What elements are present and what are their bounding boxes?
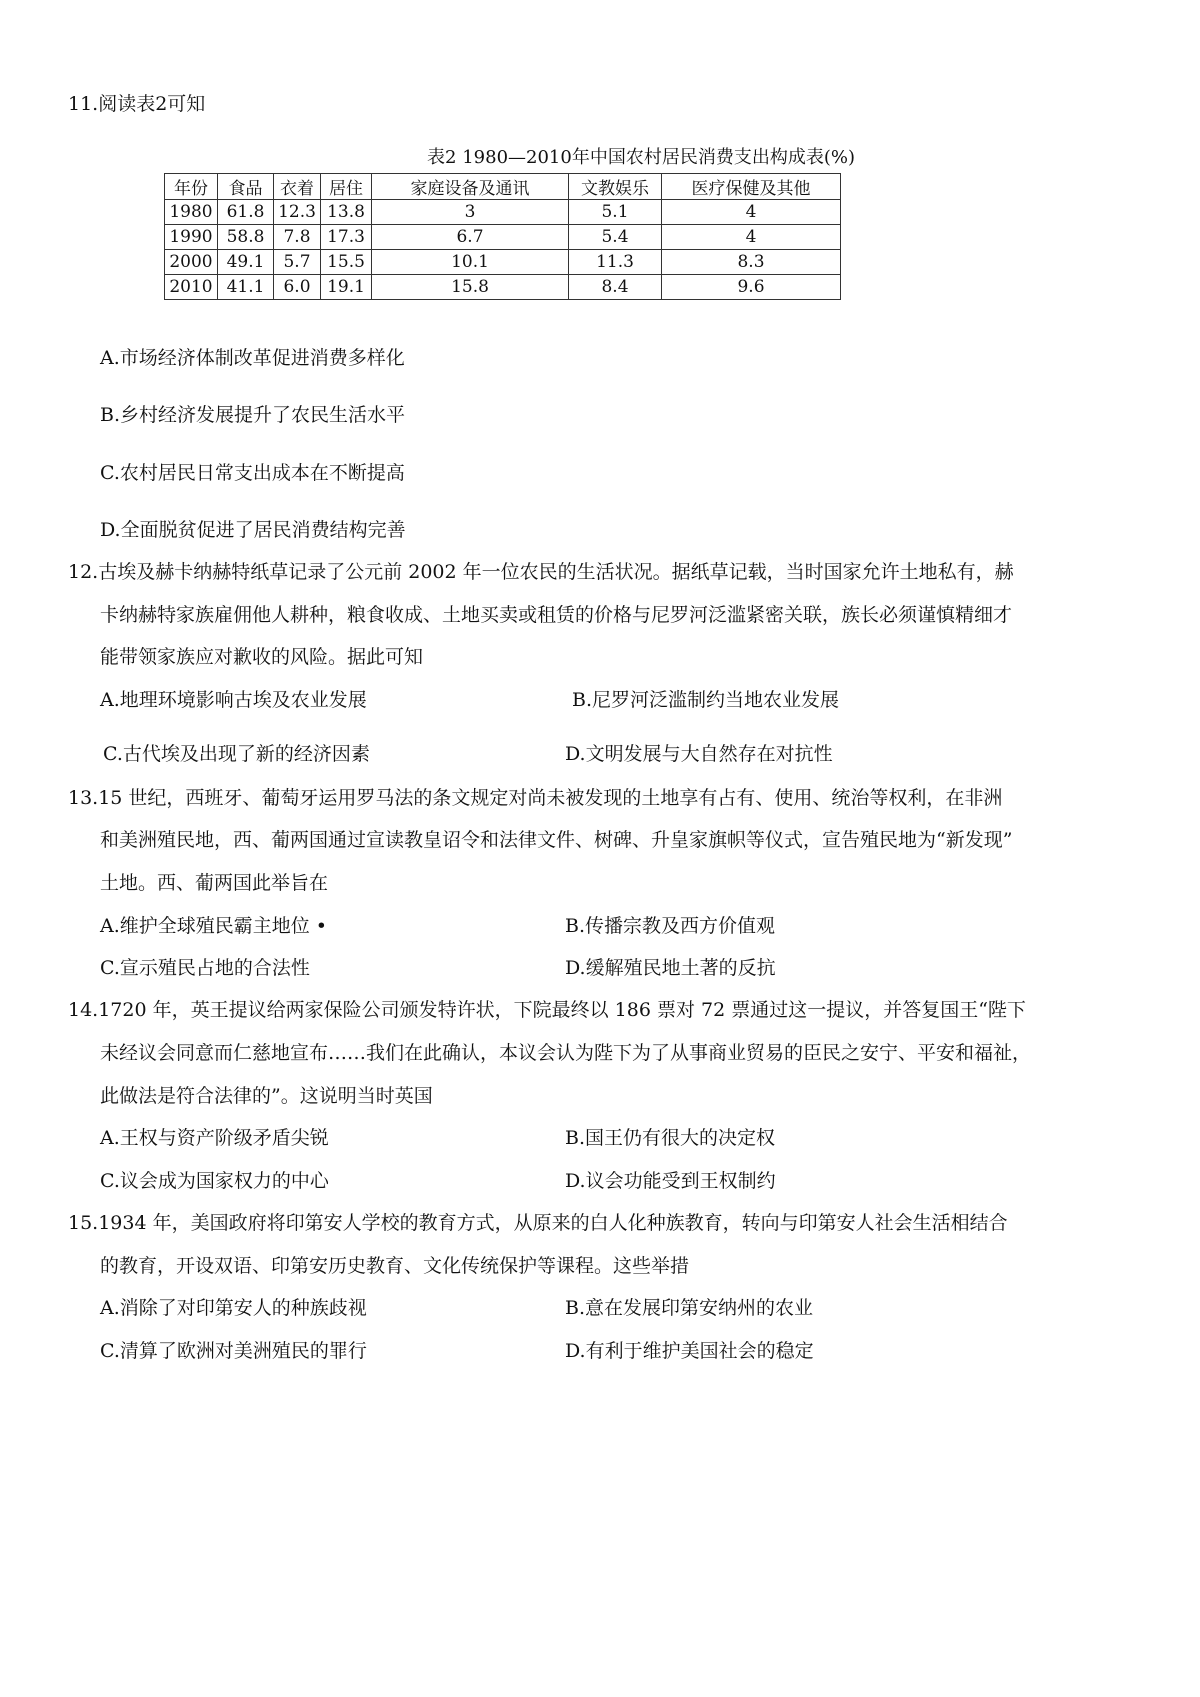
q15-option-b[interactable]: B.意在发展印第安纳州的农业 <box>565 1297 814 1319</box>
table-header-cell: 文教娱乐 <box>569 174 662 200</box>
consumption-table <box>164 173 841 300</box>
table-cell: 2010 <box>165 275 218 300</box>
table-cell: 8.4 <box>569 275 662 300</box>
table-cell: 58.8 <box>218 225 274 250</box>
table-cell: 3 <box>372 200 569 225</box>
q14-option-d[interactable]: D.议会功能受到王权制约 <box>565 1170 776 1192</box>
table-row <box>165 275 841 300</box>
q12-stem-line: 12.古埃及赫卡纳赫特纸草记录了公元前 2002 年一位农民的生活状况。据纸草记载，当时国家允许土地私有，赫 <box>68 561 1014 583</box>
table-cell: 1980 <box>165 200 218 225</box>
table-cell: 1990 <box>165 225 218 250</box>
q14-stem-line: 未经议会同意而仁慈地宣布……我们在此确认，本议会认为陛下为了从事商业贸易的臣民之安宁、平安和福祉， <box>100 1042 1032 1064</box>
table-row <box>165 250 841 275</box>
table-row <box>165 225 841 250</box>
table-header-cell: 衣着 <box>274 174 321 200</box>
table-cell: 4 <box>662 225 841 250</box>
table-cell: 6.0 <box>274 275 321 300</box>
table-cell: 5.1 <box>569 200 662 225</box>
table-cell: 61.8 <box>218 200 274 225</box>
table-cell: 12.3 <box>274 200 321 225</box>
q11-stem: 11.阅读表2可知 <box>68 93 206 115</box>
table-cell: 4 <box>662 200 841 225</box>
q13-option-d[interactable]: D.缓解殖民地土著的反抗 <box>565 957 776 979</box>
table-cell: 41.1 <box>218 275 274 300</box>
q15-stem-line: 的教育，开设双语、印第安历史教育、文化传统保护等课程。这些举措 <box>100 1255 690 1277</box>
q12-option-d[interactable]: D.文明发展与大自然存在对抗性 <box>565 743 833 765</box>
q14-stem-line: 此做法是符合法律的”。这说明当时英国 <box>100 1085 433 1107</box>
q12-option-a[interactable]: A.地理环境影响古埃及农业发展 <box>100 689 367 711</box>
table-cell: 9.6 <box>662 275 841 300</box>
table-cell: 15.5 <box>321 250 372 275</box>
table-cell: 15.8 <box>372 275 569 300</box>
q11-option-b[interactable]: B.乡村经济发展提升了农民生活水平 <box>100 404 406 426</box>
q14-option-c[interactable]: C.议会成为国家权力的中心 <box>100 1170 329 1192</box>
table-header-cell: 家庭设备及通讯 <box>372 174 569 200</box>
table-cell: 2000 <box>165 250 218 275</box>
q13-stem-line: 13.15 世纪，西班牙、葡萄牙运用罗马法的条文规定对尚未被发现的土地享有占有、使用、统治等权利，在非洲 <box>68 787 1003 809</box>
table-cell: 11.3 <box>569 250 662 275</box>
q12-stem-line: 能带领家族应对歉收的风险。据此可知 <box>100 646 424 668</box>
table-cell: 19.1 <box>321 275 372 300</box>
table-cell: 17.3 <box>321 225 372 250</box>
q12-stem-line: 卡纳赫特家族雇佣他人耕种，粮食收成、土地买卖或租赁的价格与尼罗河泛滥紧密关联，族长必须谨慎精细才 <box>100 604 1013 626</box>
q12-option-b[interactable]: B.尼罗河泛滥制约当地农业发展 <box>572 689 840 711</box>
q15-option-a[interactable]: A.消除了对印第安人的种族歧视 <box>100 1297 367 1319</box>
table-caption: 表2 1980—2010年中国农村居民消费支出构成表(%) <box>427 147 855 168</box>
table-header-cell: 医疗保健及其他 <box>662 174 841 200</box>
table-cell: 8.3 <box>662 250 841 275</box>
q13-option-c[interactable]: C.宣示殖民占地的合法性 <box>100 957 310 979</box>
q13-option-b[interactable]: B.传播宗教及西方价值观 <box>565 915 776 937</box>
table-header-cell: 年份 <box>165 174 218 200</box>
q11-option-a[interactable]: A.市场经济体制改革促进消费多样化 <box>100 347 405 369</box>
table-cell: 5.7 <box>274 250 321 275</box>
q15-option-c[interactable]: C.清算了欧洲对美洲殖民的罪行 <box>100 1340 367 1362</box>
table-header-cell: 居住 <box>321 174 372 200</box>
table-cell: 13.8 <box>321 200 372 225</box>
q14-option-a[interactable]: A.王权与资产阶级矛盾尖锐 <box>100 1127 329 1149</box>
q13-stem-line: 土地。西、葡两国此举旨在 <box>100 872 329 894</box>
q13-option-a[interactable]: A.维护全球殖民霸主地位 • <box>100 915 328 937</box>
table-cell: 10.1 <box>372 250 569 275</box>
q13-stem-line: 和美洲殖民地，西、葡两国通过宣读教皇诏令和法律文件、树碑、升皇家旗帜等仪式，宣告殖民地为“新发现” <box>100 829 1013 851</box>
table-row <box>165 200 841 225</box>
table-cell: 49.1 <box>218 250 274 275</box>
q14-stem-line: 14.1720 年，英王提议给两家保险公司颁发特许状，下院最终以 186 票对 72 票通过这一提议，并答复国王“陛下 <box>68 999 1026 1021</box>
table-cell: 6.7 <box>372 225 569 250</box>
table-header-row <box>165 174 841 200</box>
q15-option-d[interactable]: D.有利于维护美国社会的稳定 <box>565 1340 814 1362</box>
table-header-cell: 食品 <box>218 174 274 200</box>
q15-stem-line: 15.1934 年，美国政府将印第安人学校的教育方式，从原来的白人化种族教育，转向与印第安人社会生活相结合 <box>68 1212 1008 1234</box>
q12-option-c[interactable]: C.古代埃及出现了新的经济因素 <box>103 743 370 765</box>
q11-option-c[interactable]: C.农村居民日常支出成本在不断提高 <box>100 462 405 484</box>
q14-option-b[interactable]: B.国王仍有很大的决定权 <box>565 1127 776 1149</box>
q11-option-d[interactable]: D.全面脱贫促进了居民消费结构完善 <box>100 519 406 541</box>
table-cell: 5.4 <box>569 225 662 250</box>
table-cell: 7.8 <box>274 225 321 250</box>
